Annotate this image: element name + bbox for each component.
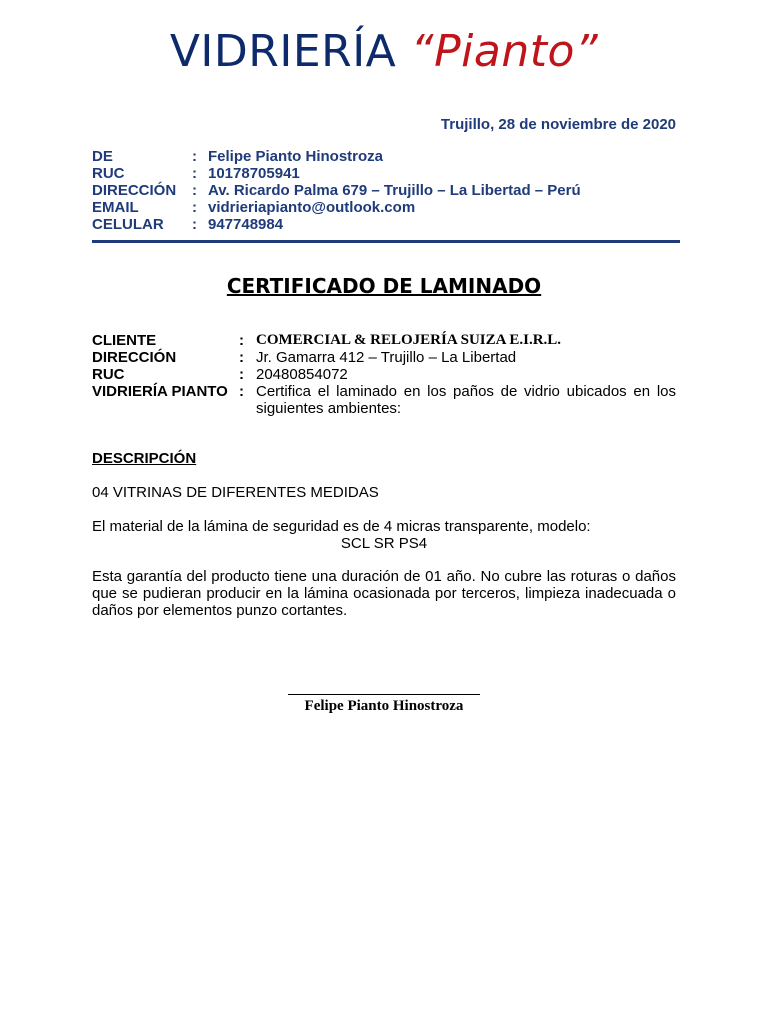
company-title-word2: “Pianto” xyxy=(410,26,599,77)
client-row-ruc xyxy=(92,366,676,383)
client-value: COMERCIAL & RELOJERÍA SUIZA E.I.R.L. xyxy=(256,332,562,348)
signature-name: Felipe Pianto Hinostroza xyxy=(304,698,464,714)
sender-value: 947748984 xyxy=(208,216,284,233)
description-item: 04 VITRINAS DE DIFERENTES MEDIDAS xyxy=(92,484,379,501)
sender-value: 10178705941 xyxy=(208,165,300,182)
client-row-cliente xyxy=(92,332,676,349)
sender-value: Felipe Pianto Hinostroza xyxy=(208,148,384,165)
sender-row-de xyxy=(92,148,682,165)
client-value: 20480854072 xyxy=(256,366,348,383)
header-divider xyxy=(92,240,680,243)
company-title xyxy=(0,24,768,80)
certificate-title: CERTIFICADO DE LAMINADO xyxy=(226,274,542,298)
sender-label: RUC xyxy=(92,165,125,182)
sender-label: DE xyxy=(92,148,113,165)
client-colon: : xyxy=(239,383,244,400)
description-heading: DESCRIPCIÓN xyxy=(92,450,197,467)
sender-info xyxy=(92,148,682,233)
sender-colon: : xyxy=(192,216,197,233)
sender-colon: : xyxy=(192,199,197,216)
sender-colon: : xyxy=(192,182,197,199)
sender-value: Av. Ricardo Palma 679 – Trujillo – La Libertad – Perú xyxy=(208,182,581,199)
client-label: CLIENTE xyxy=(92,332,157,349)
document-date: Trujillo, 28 de noviembre de 2020 xyxy=(440,116,676,133)
company-title-word1: VIDRIERÍA xyxy=(169,26,397,77)
description-warranty: Esta garantía del producto tiene una duración de 01 año. No cubre las roturas o daños que se pudieran producir en la lámina ocasionada por terceros, limpieza inadecuada o daños por elementos punzo cortantes. xyxy=(92,568,676,619)
sender-colon: : xyxy=(192,148,197,165)
client-row-direccion xyxy=(92,349,676,366)
sender-colon: : xyxy=(192,165,197,182)
sender-email: vidrieriapianto@outlook.com xyxy=(208,199,416,216)
signature-line xyxy=(288,694,480,695)
description-material: El material de la lámina de seguridad es de 4 micras transparente, modelo: xyxy=(92,518,591,535)
description-model: SCL SR PS4 xyxy=(340,535,428,552)
sender-row-ruc xyxy=(92,165,682,182)
sender-label: CELULAR xyxy=(92,216,164,233)
client-row-vidrieria xyxy=(92,383,676,417)
client-label: DIRECCIÓN xyxy=(92,349,177,366)
sender-row-celular xyxy=(92,216,682,233)
sender-label: EMAIL xyxy=(92,199,139,216)
sender-row-email xyxy=(92,199,682,216)
client-value: Jr. Gamarra 412 – Trujillo – La Libertad xyxy=(256,349,517,366)
client-value: Certifica el laminado en los paños de vidrio ubicados en los siguientes ambientes: xyxy=(256,383,676,417)
client-colon: : xyxy=(239,349,244,366)
client-label: VIDRIERÍA PIANTO xyxy=(92,383,228,400)
client-info xyxy=(92,332,676,417)
client-label: RUC xyxy=(92,366,125,383)
client-colon: : xyxy=(239,332,244,349)
client-colon: : xyxy=(239,366,244,383)
sender-row-direccion xyxy=(92,182,682,199)
sender-label: DIRECCIÓN xyxy=(92,182,177,199)
